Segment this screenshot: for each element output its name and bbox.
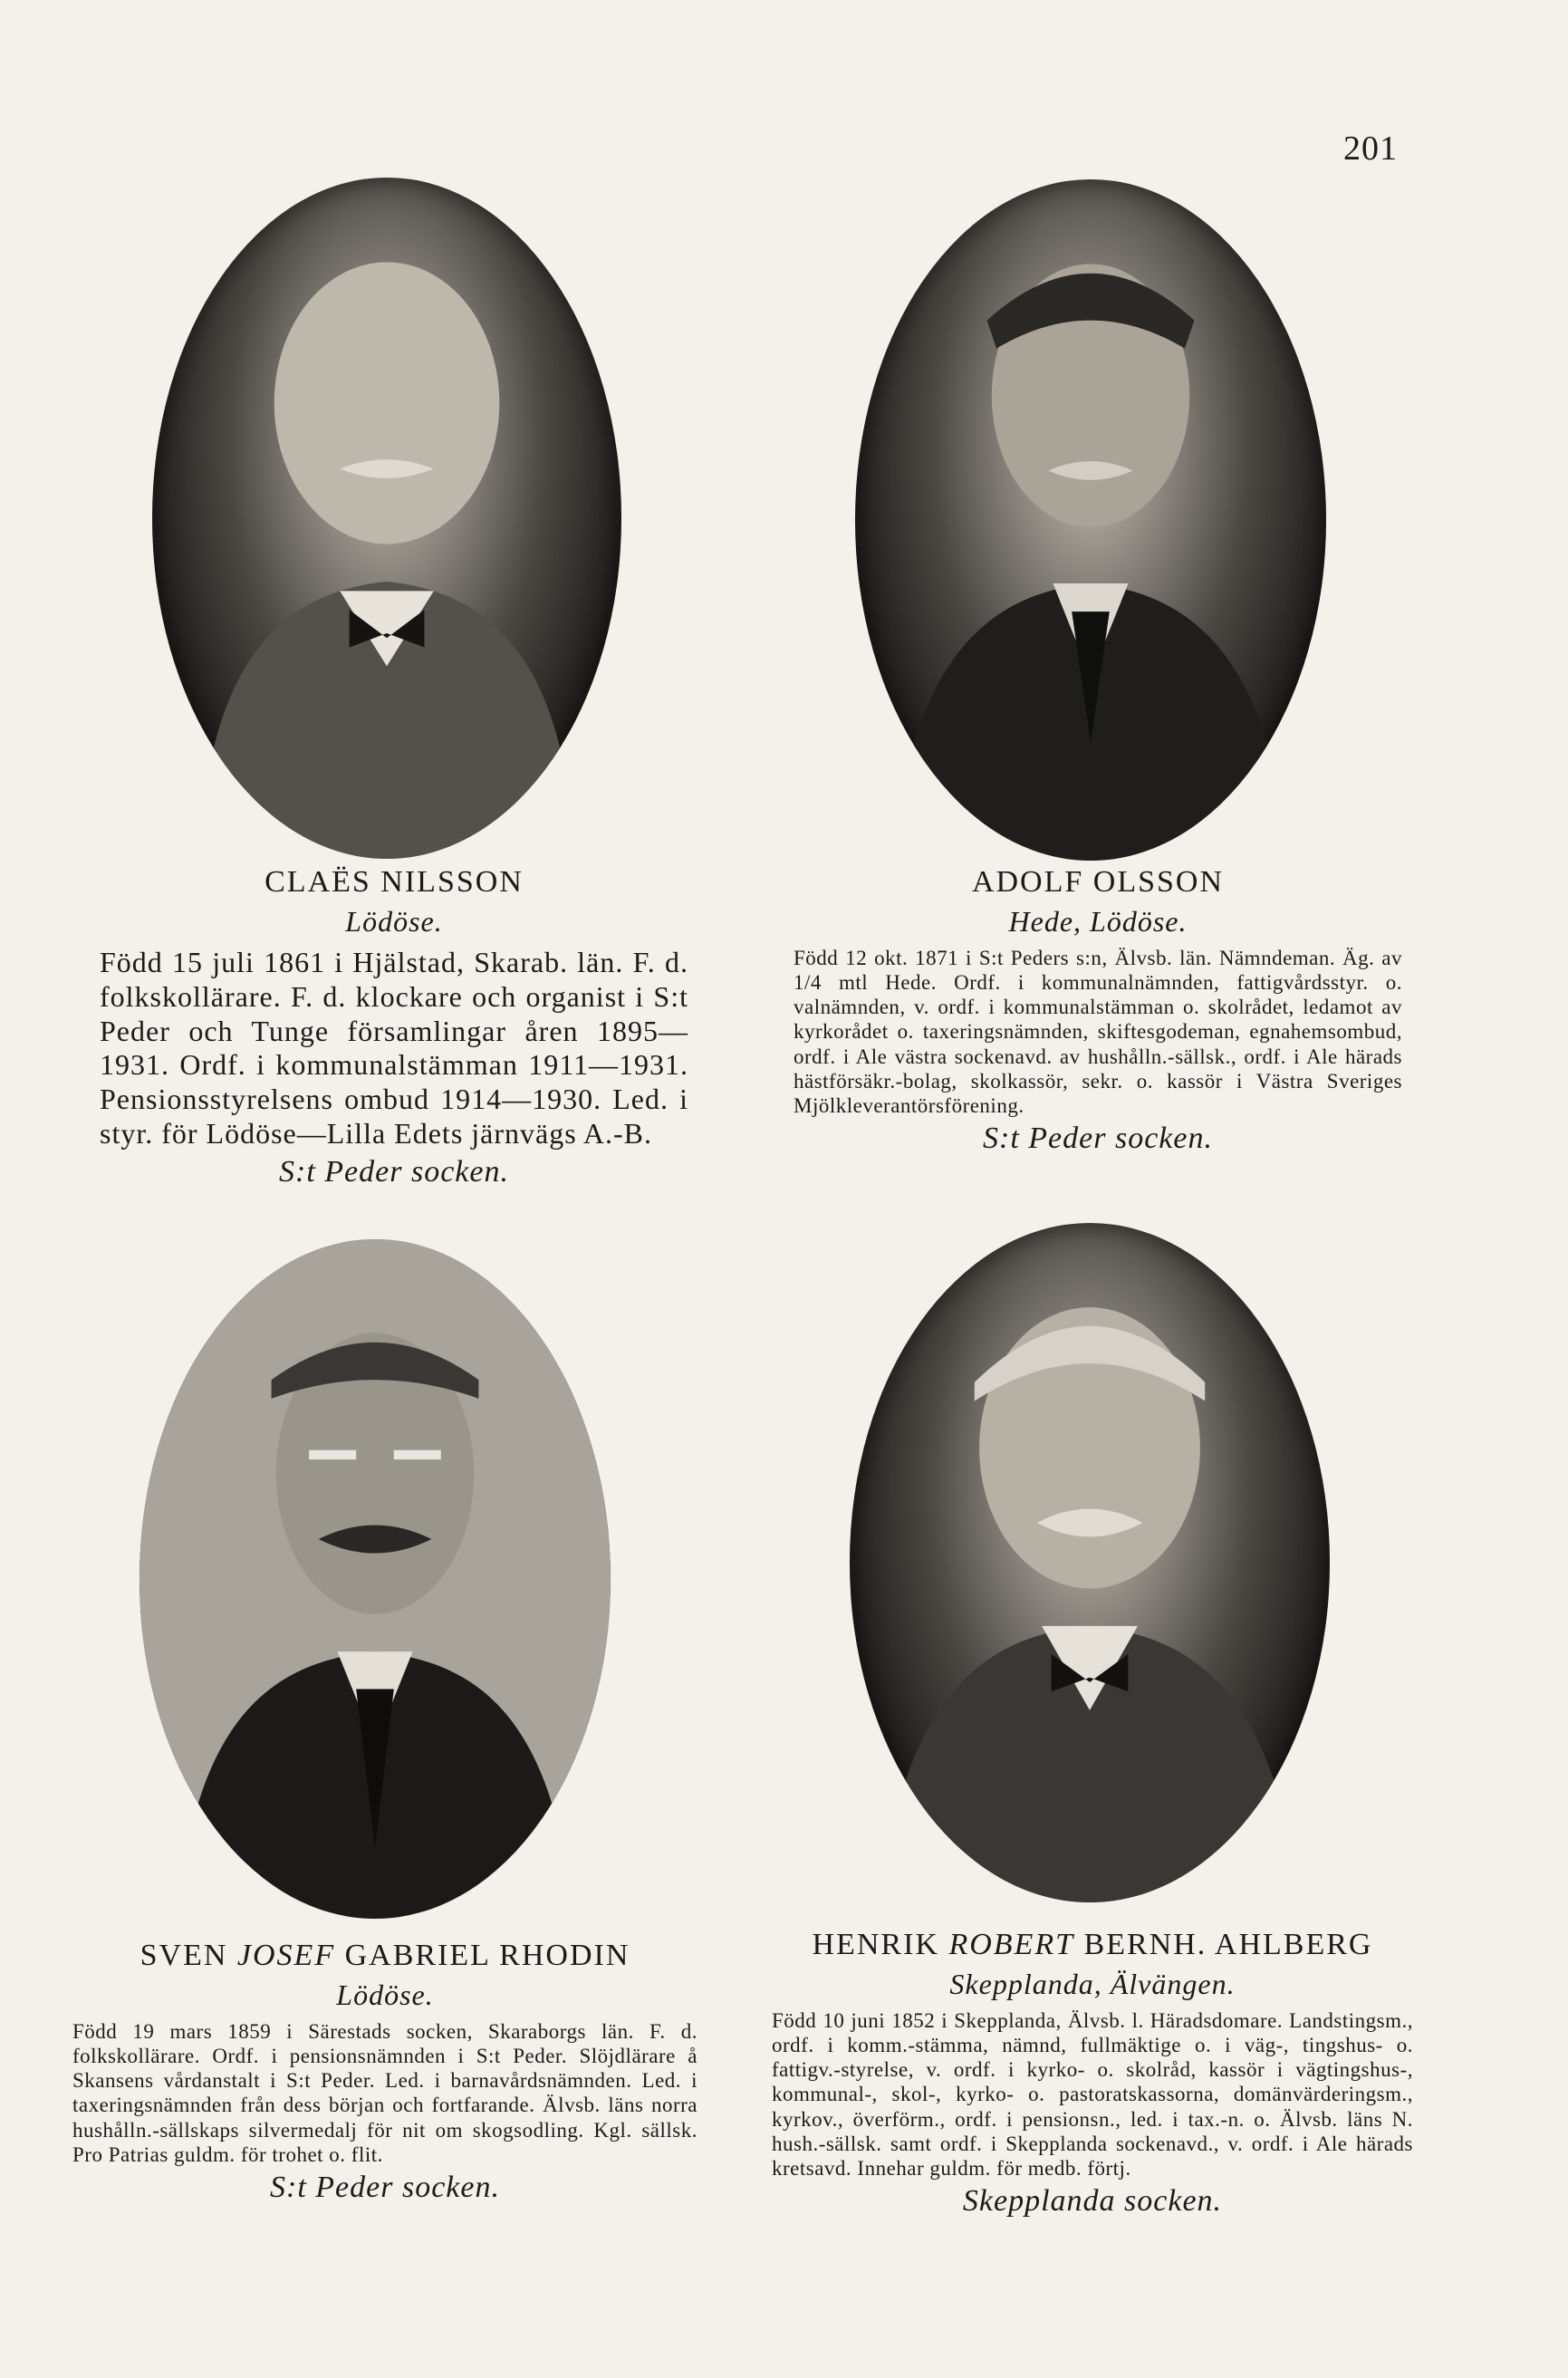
portrait-figure-icon [139,1239,611,1919]
person-parish: S:t Peder socken. [270,2170,500,2204]
entry-henrik-ahlberg [772,1928,1413,2219]
person-place: Lödöse. [336,1978,434,2011]
portrait-figure-icon [152,178,621,859]
person-place: Hede, Lödöse. [1008,905,1188,938]
person-name: HENRIK ROBERT BERNH. AHLBERG [812,1928,1373,1961]
portrait-adolf-olsson [855,179,1326,861]
person-name: CLAËS NILSSON [265,865,524,899]
portrait-sven-rhodin [139,1239,611,1919]
portrait-claes-nilsson [152,178,621,859]
person-parish: S:t Peder socken. [983,1121,1213,1155]
person-place: Lödöse. [345,905,443,938]
entry-adolf-olsson [794,865,1402,1156]
person-place: Skepplanda, Älvängen. [949,1968,1236,2000]
person-biography: Född 15 juli 1861 i Hjälstad, Skarab. län. F. d. folkskollärare. F. d. klockare och organist i S:t Peder och Tunge församlingar åren 1895—1931. Ordf. i kommunalstämman 1911—1931. Pensionsstyrelsens ombud 1914—1930. Led. i styr. för Lödöse—Lilla Edets järnvägs A.-B. [100,946,688,1150]
portrait-henrik-ahlberg [850,1223,1330,1902]
person-parish: S:t Peder socken. [279,1154,509,1189]
page-number: 201 [1343,130,1398,168]
person-name: ADOLF OLSSON [971,865,1225,899]
person-biography: Född 19 mars 1859 i Särestads socken, Skaraborgs län. F. d. folkskollärare. Ordf. i pensionsnämnden i S:t Peder. Slöjdlärare å Skansens vårdanstalt i S:t Peder. Led. i barnavårdsnämnden. Led. i taxeringsnämnden från dess början och fortfarande. Älvsb. läns norra hushålln.-sällskaps silvermedalj för nit om skogsodling. Kgl. sällsk. Pro Patrias guldm. för trohet o. flit. [72,2020,697,2166]
entry-sven-rhodin [72,1939,697,2205]
person-parish: Skepplanda socken. [962,2183,1223,2218]
portrait-figure-icon [855,179,1326,861]
person-biography: Född 12 okt. 1871 i S:t Peders s:n, Älvsb. län. Nämndeman. Äg. av 1/4 mtl Hede. Ordf. i kommunalnämnden, fattigvårdsstyr. o. valnämnden, v. ordf. i kommunalstämman o. skolrådet, ledamot av kyrkorådet o. taxeringsnämnden, skiftesgodeman, egnahemsombud, ordf. i Ale västra sockenavd. av hushålln.-sällsk., ordf. i Ale härads hästförsäkr.-bolag, skolkassör, sekr. o. kassör i Västra Sveriges Mjölkleverantörsförening. [794,947,1402,1117]
entry-claes-nilsson [100,865,688,1189]
portrait-figure-icon [850,1223,1330,1902]
person-name: SVEN JOSEF GABRIEL RHODIN [139,1939,630,1972]
person-biography: Född 10 juni 1852 i Skepplanda, Älvsb. l. Häradsdomare. Landstingsm., ordf. i komm.-stämma, nämnd, fullmäktige o. i väg-, tingshus- o. fattigv.-styrelse, v. ordf. i kyrko- o. skolråd, kassör i vägtingshus-, kommunal-, skol-, kyrko- o. pastoratskassorna, domänvärderingsm., kyrkov., överförm., ordf. i pensionsn., led. i tax.-n. o. Älvsb. läns N. hush.-sällsk. samt ordf. i Skepplanda sockenavd., v. ordf. i Ale härads kretsavd. Innehar guldm. för medb. förtj. [772,2009,1413,2180]
